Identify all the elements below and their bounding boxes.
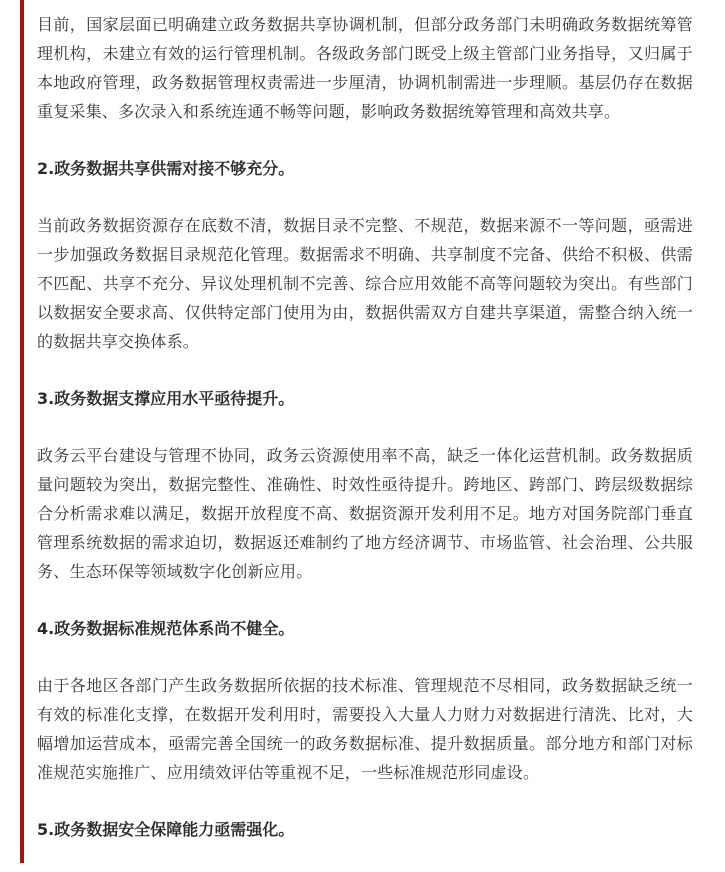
section-heading-3: 3.政务数据支撑应用水平亟待提升。 <box>37 389 295 408</box>
section-paragraph-3: 政务云平台建设与管理不协同，政务云资源使用率不高，缺乏一体化运营机制。政务数据质量问题较为突出，数据完整性、准确性、时效性亟待提升。跨地区、跨部门、跨层级数据综合分析需求难以满足，数据开放程度不高、数据资源开发利用不足。地方对国务院部门垂直管理系统数据的需求迫切，数据返还难制约了地方经济调节、市场监管、社会治理、公共服务、生态环保等领域数字化创新应用。 <box>37 446 693 581</box>
section-heading-4: 4.政务数据标准规范体系尚不健全。 <box>37 619 295 638</box>
section-heading-5: 5.政务数据安全保障能力亟需强化。 <box>37 820 295 839</box>
section-paragraph-4: 由于各地区各部门产生政务数据所依据的技术标准、管理规范不尽相同，政务数据缺乏统一有效的标准化支撑，在数据开发利用时，需要投入大量人力财力对数据进行清洗、比对，大幅增加运营成本，亟需完善全国统一的政务数据标准、提升数据质量。部分地方和部门对标准规范实施推广、应用绩效评估等重视不足，一些标准规范形同虚设。 <box>37 676 693 782</box>
article-accent-bar <box>20 0 24 863</box>
article-body <box>37 10 693 872</box>
section-paragraph-2: 当前政务数据资源存在底数不清，数据目录不完整、不规范，数据来源不一等问题，亟需进一步加强政务数据目录规范化管理。数据需求不明确、共享制度不完备、供给不积极、供需不匹配、共享不充分、异议处理机制不完善、综合应用效能不高等问题较为突出。有些部门以数据安全要求高、仅供特定部门使用为由，数据供需双方自建共享渠道，需整合纳入统一的数据共享交换体系。 <box>37 216 693 351</box>
intro-paragraph: 目前，国家层面已明确建立政务数据共享协调机制，但部分政务部门未明确政务数据统筹管理机构，未建立有效的运行管理机制。各级政务部门既受上级主管部门业务指导，又归属于本地政府管理，政务数据管理权责需进一步厘清，协调机制需进一步理顺。基层仍存在数据重复采集、多次录入和系统连通不畅等问题，影响政务数据统筹管理和高效共享。 <box>37 15 693 121</box>
section-heading-2: 2.政务数据共享供需对接不够充分。 <box>37 159 295 178</box>
